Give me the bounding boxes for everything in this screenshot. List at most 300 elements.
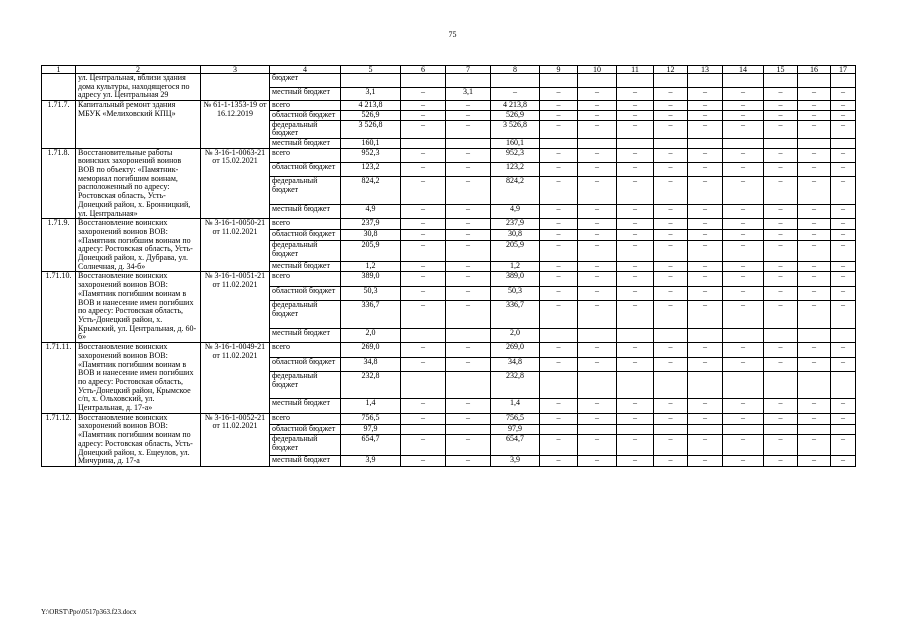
file-path-footer: Y:\ORST\Ppo\0517p363.f23.docx — [41, 608, 137, 616]
amount-cell: – — [764, 177, 798, 204]
funding-source-cell: местный бюджет — [270, 204, 341, 218]
amount-cell — [446, 424, 491, 435]
amount-cell: – — [798, 148, 831, 162]
amount-cell: – — [688, 120, 723, 138]
amount-cell — [831, 424, 856, 435]
amount-cell: 654,7 — [341, 435, 401, 456]
funding-source-cell: бюджет — [270, 74, 341, 88]
funding-source-cell: федеральный бюджет — [270, 120, 341, 138]
amount-cell: – — [401, 163, 446, 177]
column-number: 11 — [617, 66, 654, 74]
amount-cell: – — [723, 261, 764, 272]
amount-cell: – — [688, 177, 723, 204]
amount-cell — [831, 74, 856, 88]
row-id-cell: 1.71.12. — [42, 413, 76, 466]
column-number: 6 — [401, 66, 446, 74]
amount-cell: – — [446, 286, 491, 300]
amount-cell: 123,2 — [341, 163, 401, 177]
amount-cell: – — [688, 204, 723, 218]
amount-cell: – — [831, 120, 856, 138]
amount-cell — [401, 138, 446, 148]
amount-cell: – — [446, 230, 491, 241]
amount-cell: – — [764, 399, 798, 413]
amount-cell: – — [688, 413, 723, 424]
amount-cell — [341, 74, 401, 88]
amount-cell: – — [688, 219, 723, 230]
amount-cell: 97,9 — [491, 424, 540, 435]
amount-cell: 30,8 — [341, 230, 401, 241]
amount-cell: – — [654, 413, 688, 424]
amount-cell: – — [831, 219, 856, 230]
amount-cell: – — [578, 399, 617, 413]
contract-cell: № 3-16-1-0049-21 от 11.02.2021 — [201, 343, 270, 414]
amount-cell — [617, 328, 654, 342]
funding-source-cell: федеральный бюджет — [270, 435, 341, 456]
amount-cell — [446, 138, 491, 148]
table-row — [42, 413, 856, 424]
amount-cell: – — [540, 204, 578, 218]
amount-cell: – — [401, 413, 446, 424]
amount-cell: – — [617, 110, 654, 120]
amount-cell: – — [798, 163, 831, 177]
amount-cell: – — [831, 261, 856, 272]
column-number: 14 — [723, 66, 764, 74]
object-name-cell: Восстановление воинских захоронений воинов ВОВ: «Памятник погибшим воинам по адресу: Ростовская область, Усть-Донецкий район, х. Дубрава, ул. Солнечная, д. 34-б» — [76, 219, 201, 272]
amount-cell: – — [831, 286, 856, 300]
object-name-cell: Восстановление воинских захоронений воинов ВОВ: «Памятник погибшим воинам в ВОВ и нанесение имен погибших по адресу: Ростовская область, Усть-Донецкий район, Крымское с/п, х. Ольховский, ул. Центральная, д. 17-а» — [76, 343, 201, 414]
funding-source-cell: федеральный бюджет — [270, 177, 341, 204]
amount-cell — [723, 74, 764, 88]
amount-cell: – — [831, 399, 856, 413]
amount-cell: – — [401, 110, 446, 120]
amount-cell: 2,0 — [491, 328, 540, 342]
column-number: 12 — [654, 66, 688, 74]
amount-cell: – — [578, 101, 617, 111]
amount-cell: – — [401, 177, 446, 204]
amount-cell: – — [401, 343, 446, 357]
funding-source-cell: всего — [270, 343, 341, 357]
amount-cell: – — [831, 101, 856, 111]
amount-cell — [831, 371, 856, 398]
amount-cell: – — [798, 230, 831, 241]
amount-cell: – — [764, 240, 798, 261]
amount-cell: 1,2 — [491, 261, 540, 272]
amount-cell: 205,9 — [341, 240, 401, 261]
amount-cell: – — [654, 357, 688, 371]
amount-cell: – — [578, 286, 617, 300]
amount-cell: – — [764, 357, 798, 371]
amount-cell — [723, 138, 764, 148]
amount-cell: – — [617, 261, 654, 272]
amount-cell: – — [688, 110, 723, 120]
amount-cell — [831, 328, 856, 342]
amount-cell — [446, 371, 491, 398]
amount-cell: 526,9 — [491, 110, 540, 120]
amount-cell: – — [798, 110, 831, 120]
amount-cell: – — [798, 272, 831, 286]
amount-cell: – — [831, 456, 856, 467]
amount-cell: – — [578, 230, 617, 241]
amount-cell: – — [688, 272, 723, 286]
amount-cell: – — [798, 435, 831, 456]
amount-cell — [688, 138, 723, 148]
amount-cell: – — [723, 204, 764, 218]
amount-cell: 232,8 — [491, 371, 540, 398]
funding-source-cell: местный бюджет — [270, 328, 341, 342]
amount-cell: – — [654, 110, 688, 120]
amount-cell: 336,7 — [341, 301, 401, 328]
amount-cell: – — [540, 357, 578, 371]
funding-source-cell: местный бюджет — [270, 87, 341, 101]
amount-cell: – — [798, 219, 831, 230]
amount-cell: – — [540, 219, 578, 230]
amount-cell: – — [688, 399, 723, 413]
amount-cell: – — [654, 148, 688, 162]
amount-cell: – — [578, 261, 617, 272]
amount-cell: – — [688, 301, 723, 328]
amount-cell: 123,2 — [491, 163, 540, 177]
amount-cell: – — [798, 286, 831, 300]
amount-cell: – — [578, 204, 617, 218]
amount-cell: – — [401, 456, 446, 467]
amount-cell: – — [401, 204, 446, 218]
amount-cell: – — [723, 301, 764, 328]
amount-cell — [654, 371, 688, 398]
amount-cell: 3,9 — [341, 456, 401, 467]
funding-source-cell: областной бюджет — [270, 424, 341, 435]
amount-cell — [654, 424, 688, 435]
amount-cell: – — [617, 399, 654, 413]
amount-cell: – — [446, 413, 491, 424]
amount-cell — [617, 424, 654, 435]
amount-cell: – — [688, 230, 723, 241]
amount-cell: – — [401, 219, 446, 230]
amount-cell: – — [688, 101, 723, 111]
amount-cell: – — [446, 120, 491, 138]
contract-cell — [201, 74, 270, 101]
funding-source-cell: всего — [270, 272, 341, 286]
column-number: 9 — [540, 66, 578, 74]
amount-cell: – — [540, 301, 578, 328]
amount-cell — [401, 74, 446, 88]
amount-cell: – — [723, 87, 764, 101]
amount-cell: – — [578, 219, 617, 230]
amount-cell: – — [831, 87, 856, 101]
amount-cell: – — [401, 261, 446, 272]
contract-cell: № 3-16-1-0052-21 от 11.02.2021 — [201, 413, 270, 466]
amount-cell — [688, 424, 723, 435]
amount-cell: 4 213,8 — [491, 101, 540, 111]
amount-cell: – — [798, 204, 831, 218]
amount-cell: – — [617, 177, 654, 204]
amount-cell: – — [540, 343, 578, 357]
amount-cell: – — [540, 399, 578, 413]
amount-cell: – — [578, 272, 617, 286]
amount-cell: – — [617, 240, 654, 261]
amount-cell: – — [654, 343, 688, 357]
amount-cell: – — [540, 230, 578, 241]
column-number: 17 — [831, 66, 856, 74]
amount-cell: – — [401, 286, 446, 300]
amount-cell: – — [654, 163, 688, 177]
amount-cell: – — [617, 301, 654, 328]
amount-cell: – — [540, 120, 578, 138]
amount-cell: – — [446, 219, 491, 230]
amount-cell: – — [578, 240, 617, 261]
amount-cell: 756,5 — [491, 413, 540, 424]
amount-cell — [764, 424, 798, 435]
amount-cell: – — [401, 301, 446, 328]
amount-cell: – — [654, 286, 688, 300]
amount-cell — [491, 74, 540, 88]
amount-cell: 3,9 — [491, 456, 540, 467]
amount-cell: 97,9 — [341, 424, 401, 435]
amount-cell: – — [540, 456, 578, 467]
amount-cell: – — [617, 286, 654, 300]
amount-cell: – — [831, 110, 856, 120]
column-number: 15 — [764, 66, 798, 74]
amount-cell: – — [764, 219, 798, 230]
amount-cell: – — [764, 301, 798, 328]
row-id-cell: 1.71.7. — [42, 101, 76, 149]
amount-cell: – — [446, 301, 491, 328]
amount-cell — [723, 328, 764, 342]
amount-cell: – — [723, 456, 764, 467]
amount-cell: – — [723, 120, 764, 138]
amount-cell: – — [446, 204, 491, 218]
amount-cell: – — [446, 435, 491, 456]
amount-cell: 2,0 — [341, 328, 401, 342]
amount-cell: – — [723, 343, 764, 357]
amount-cell: 34,8 — [491, 357, 540, 371]
amount-cell — [654, 328, 688, 342]
amount-cell: 3 526,8 — [341, 120, 401, 138]
amount-cell: – — [578, 301, 617, 328]
column-number-row — [42, 66, 856, 74]
amount-cell — [764, 371, 798, 398]
funding-source-cell: областной бюджет — [270, 230, 341, 241]
amount-cell: – — [798, 101, 831, 111]
funding-source-cell: областной бюджет — [270, 286, 341, 300]
amount-cell: – — [617, 435, 654, 456]
amount-cell — [798, 424, 831, 435]
amount-cell — [540, 328, 578, 342]
funding-source-cell: федеральный бюджет — [270, 371, 341, 398]
amount-cell — [401, 371, 446, 398]
amount-cell: 34,8 — [341, 357, 401, 371]
column-number: 13 — [688, 66, 723, 74]
funding-source-cell: местный бюджет — [270, 261, 341, 272]
column-number: 10 — [578, 66, 617, 74]
column-number: 1 — [42, 66, 76, 74]
amount-cell: – — [764, 87, 798, 101]
amount-cell: 389,0 — [341, 272, 401, 286]
amount-cell: 389,0 — [491, 272, 540, 286]
amount-cell: – — [831, 301, 856, 328]
amount-cell: – — [401, 399, 446, 413]
amount-cell: – — [446, 110, 491, 120]
funding-source-cell: областной бюджет — [270, 357, 341, 371]
table-row — [42, 343, 856, 357]
table-row — [42, 148, 856, 162]
amount-cell: – — [540, 87, 578, 101]
amount-cell: – — [540, 272, 578, 286]
amount-cell: – — [617, 148, 654, 162]
column-number: 8 — [491, 66, 540, 74]
amount-cell: 30,8 — [491, 230, 540, 241]
amount-cell: – — [654, 101, 688, 111]
amount-cell: – — [540, 286, 578, 300]
column-number: 4 — [270, 66, 341, 74]
amount-cell: – — [798, 261, 831, 272]
amount-cell: – — [831, 357, 856, 371]
amount-cell: 205,9 — [491, 240, 540, 261]
amount-cell — [617, 371, 654, 398]
amount-cell: – — [798, 399, 831, 413]
amount-cell — [764, 328, 798, 342]
amount-cell: – — [723, 148, 764, 162]
amount-cell: – — [401, 272, 446, 286]
amount-cell: – — [764, 204, 798, 218]
amount-cell: – — [688, 435, 723, 456]
amount-cell: – — [654, 204, 688, 218]
amount-cell: – — [723, 399, 764, 413]
amount-cell: – — [688, 148, 723, 162]
amount-cell: – — [764, 413, 798, 424]
amount-cell: – — [723, 101, 764, 111]
amount-cell — [540, 424, 578, 435]
funding-source-cell: областной бюджет — [270, 163, 341, 177]
column-number: 7 — [446, 66, 491, 74]
amount-cell: – — [401, 87, 446, 101]
amount-cell: – — [446, 101, 491, 111]
amount-cell: – — [764, 163, 798, 177]
amount-cell: 654,7 — [491, 435, 540, 456]
amount-cell: – — [654, 456, 688, 467]
amount-cell: – — [688, 286, 723, 300]
funding-source-cell: местный бюджет — [270, 456, 341, 467]
amount-cell: – — [401, 230, 446, 241]
amount-cell: – — [831, 343, 856, 357]
amount-cell — [578, 424, 617, 435]
amount-cell: – — [688, 261, 723, 272]
amount-cell — [654, 138, 688, 148]
amount-cell: 952,3 — [491, 148, 540, 162]
amount-cell: – — [654, 261, 688, 272]
amount-cell: – — [764, 261, 798, 272]
amount-cell: – — [798, 456, 831, 467]
amount-cell: – — [540, 177, 578, 204]
amount-cell: – — [723, 357, 764, 371]
amount-cell: – — [798, 343, 831, 357]
amount-cell: – — [764, 456, 798, 467]
amount-cell: 4,9 — [341, 204, 401, 218]
amount-cell — [540, 74, 578, 88]
amount-cell: – — [540, 101, 578, 111]
amount-cell: – — [540, 110, 578, 120]
amount-cell — [688, 328, 723, 342]
amount-cell: – — [654, 435, 688, 456]
amount-cell: – — [617, 120, 654, 138]
funding-source-cell: всего — [270, 101, 341, 111]
amount-cell: 50,3 — [491, 286, 540, 300]
amount-cell — [688, 74, 723, 88]
amount-cell: – — [617, 101, 654, 111]
amount-cell: 50,3 — [341, 286, 401, 300]
amount-cell: – — [688, 357, 723, 371]
amount-cell: – — [540, 435, 578, 456]
amount-cell: – — [831, 204, 856, 218]
object-name-cell: Восстановительные работы воинских захоронений воинов ВОВ по объекту: «Памятник-мемориал погибшим воинам, расположенный по адресу: Ростовская область, Усть-Донецкий район, х. Бронницкий, ул. Центральная» — [76, 148, 201, 219]
amount-cell: – — [764, 286, 798, 300]
amount-cell: – — [723, 219, 764, 230]
amount-cell: 3,1 — [341, 87, 401, 101]
amount-cell: – — [654, 177, 688, 204]
amount-cell — [798, 328, 831, 342]
amount-cell: – — [401, 240, 446, 261]
amount-cell: – — [831, 148, 856, 162]
funding-source-cell: местный бюджет — [270, 138, 341, 148]
column-number: 5 — [341, 66, 401, 74]
amount-cell: 824,2 — [341, 177, 401, 204]
amount-cell: – — [401, 120, 446, 138]
contract-cell: № 3-16-1-0063-21 от 15.02.2021 — [201, 148, 270, 219]
amount-cell: – — [491, 87, 540, 101]
amount-cell — [446, 74, 491, 88]
amount-cell: – — [617, 87, 654, 101]
amount-cell: – — [798, 120, 831, 138]
amount-cell: – — [831, 272, 856, 286]
amount-cell: 160,1 — [341, 138, 401, 148]
amount-cell: – — [446, 357, 491, 371]
amount-cell — [764, 138, 798, 148]
amount-cell — [723, 424, 764, 435]
row-id-cell: 1.71.11. — [42, 343, 76, 414]
amount-cell: – — [831, 230, 856, 241]
amount-cell — [654, 74, 688, 88]
amount-cell: – — [654, 87, 688, 101]
amount-cell: 232,8 — [341, 371, 401, 398]
table-row — [42, 219, 856, 230]
amount-cell: – — [798, 301, 831, 328]
amount-cell: – — [723, 163, 764, 177]
amount-cell: – — [617, 343, 654, 357]
amount-cell: – — [446, 272, 491, 286]
amount-cell: – — [798, 413, 831, 424]
row-id-cell — [42, 74, 76, 101]
amount-cell: – — [401, 435, 446, 456]
object-name-cell: Восстановление воинских захоронений воинов ВОВ: «Памятник погибшим воинам в ВОВ и нанесение имен погибших по адресу: Ростовская область, Усть-Донецкий район, х. Крымский, ул. Центральная, д. 60-б» — [76, 272, 201, 343]
amount-cell: – — [578, 110, 617, 120]
amount-cell: – — [723, 240, 764, 261]
amount-cell — [617, 74, 654, 88]
amount-cell: – — [723, 435, 764, 456]
amount-cell: – — [446, 343, 491, 357]
amount-cell: – — [764, 148, 798, 162]
amount-cell: – — [831, 163, 856, 177]
amount-cell: – — [617, 204, 654, 218]
row-id-cell: 1.71.8. — [42, 148, 76, 219]
amount-cell: – — [446, 399, 491, 413]
amount-cell: – — [798, 177, 831, 204]
amount-cell — [723, 371, 764, 398]
object-name-cell: Капитальный ремонт здания МБУК «Мелиховский КПЦ» — [76, 101, 201, 149]
amount-cell: – — [723, 286, 764, 300]
amount-cell: – — [540, 413, 578, 424]
amount-cell: – — [617, 230, 654, 241]
amount-cell: – — [617, 272, 654, 286]
page-number: 75 — [448, 30, 457, 39]
